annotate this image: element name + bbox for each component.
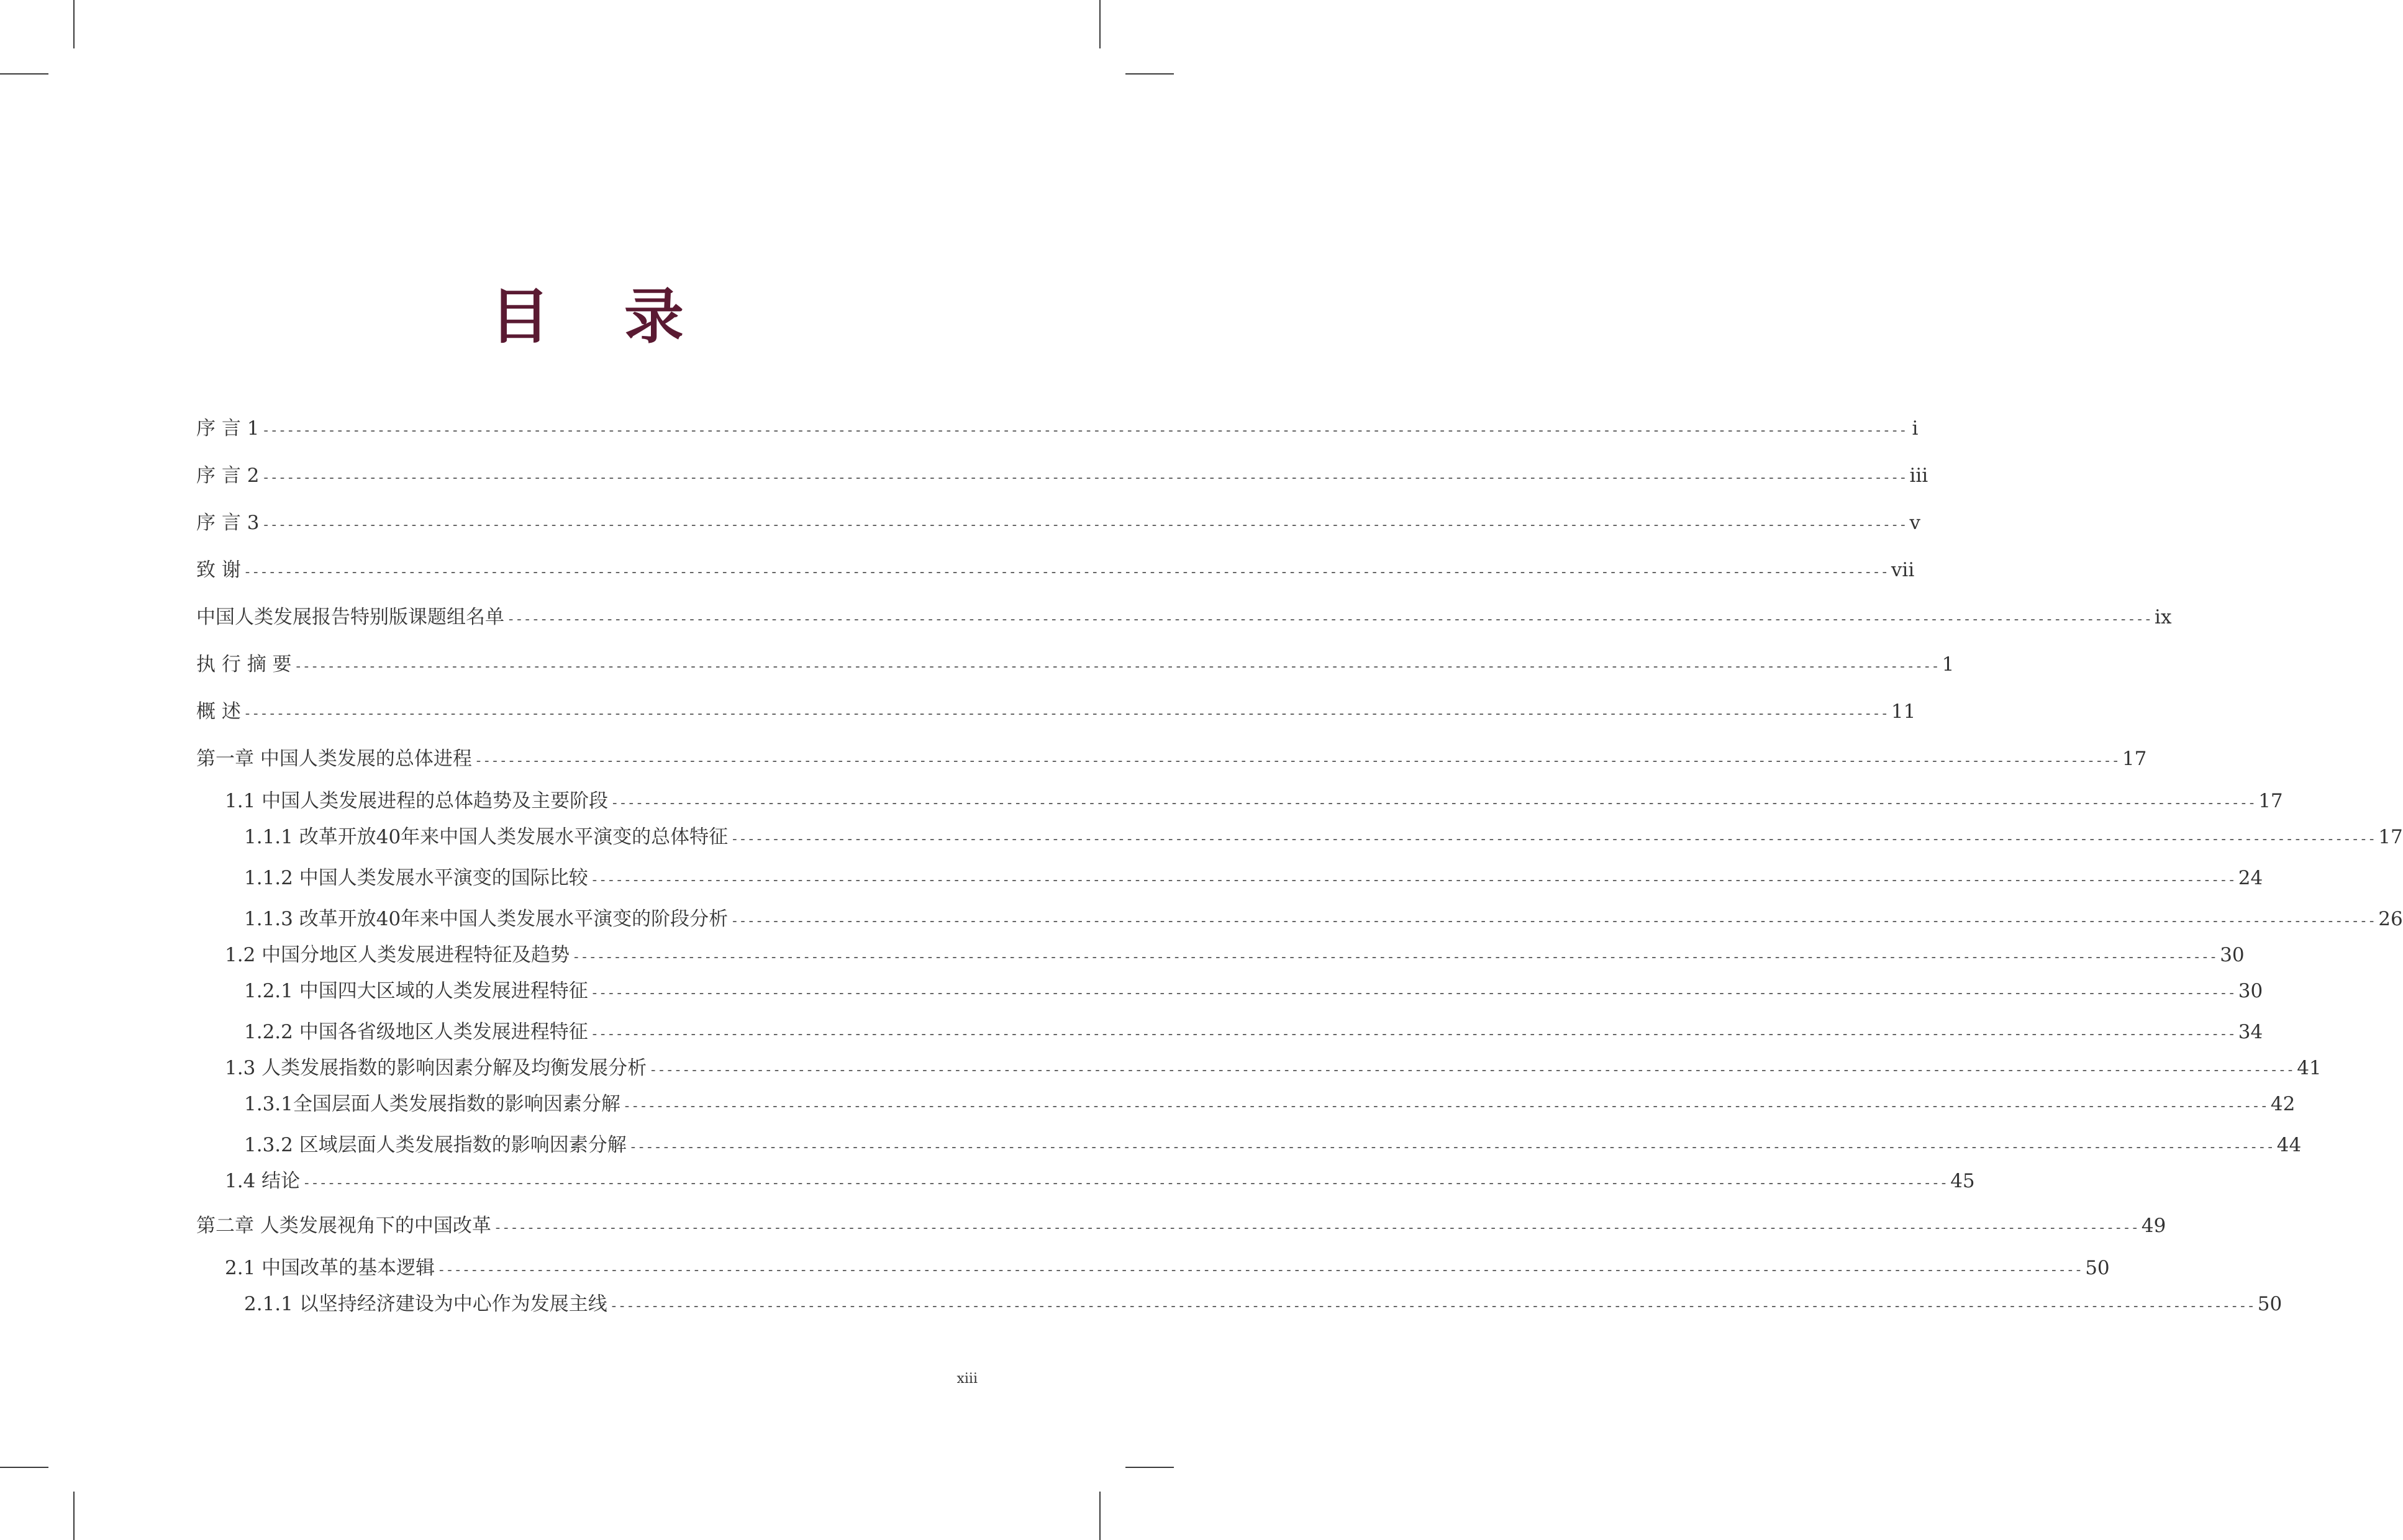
toc-dot-leader: -------------------------------------------------------------------------------------------------------------------------------------------------------------------------------------------------------- (261, 423, 1907, 438)
toc-entry-page: vii (1891, 559, 1915, 581)
toc-entry[interactable] (244, 1292, 2283, 1319)
toc-entry[interactable] (196, 463, 1928, 491)
toc-entry[interactable] (196, 652, 1955, 679)
toc-entry-page: 50 (2085, 1257, 2110, 1279)
toc-entry-page: 42 (2270, 1093, 2296, 1115)
toc-entry[interactable] (244, 1092, 2296, 1119)
toc-entry-title: 序 言 2 (196, 464, 260, 487)
toc-entry-page: 50 (2257, 1293, 2283, 1315)
toc-dot-leader: -------------------------------------------------------------------------------------------------------------------------------------------------------------------------------------------------------- (493, 1220, 2139, 1236)
toc-entry-title: 中国人类发展报告特别版课题组名单 (196, 606, 504, 628)
toc-entry[interactable] (225, 789, 2283, 816)
toc-entry[interactable] (244, 1020, 2263, 1047)
toc-dot-leader: -------------------------------------------------------------------------------------------------------------------------------------------------------------------------------------------------------- (294, 659, 1940, 674)
toc-dot-leader: -------------------------------------------------------------------------------------------------------------------------------------------------------------------------------------------------------- (302, 1175, 1948, 1191)
toc-entry-page: v (1909, 512, 1920, 534)
toc-entry-title: 1.2.2 中国各省级地区人类发展进程特征 (244, 1021, 588, 1043)
toc-entry[interactable] (196, 605, 2172, 632)
toc-entry-title: 1.1.3 改革开放40年来中国人类发展水平演变的阶段分析 (244, 908, 729, 930)
toc-entry-title: 2.1.1 以坚持经济建设为中心作为发展主线 (244, 1293, 607, 1315)
toc-entry-title: 1.3 人类发展指数的影响因素分解及均衡发展分析 (225, 1057, 647, 1079)
toc-entry-page: 24 (2238, 867, 2263, 889)
toc-entry-title: 1.4 结论 (225, 1170, 301, 1192)
toc-entry-page: 1 (1942, 653, 1955, 676)
toc-entry[interactable] (225, 1169, 1975, 1196)
toc-entry[interactable] (196, 699, 1916, 727)
toc-dot-leader: -------------------------------------------------------------------------------------------------------------------------------------------------------------------------------------------------------- (649, 1062, 2295, 1078)
toc-entry-page: 17 (2122, 748, 2147, 770)
toc-entry[interactable] (225, 1056, 2322, 1083)
toc-dot-leader: -------------------------------------------------------------------------------------------------------------------------------------------------------------------------------------------------------- (611, 795, 2256, 811)
toc-dot-leader: -------------------------------------------------------------------------------------------------------------------------------------------------------------------------------------------------------- (730, 913, 2376, 929)
toc-dot-leader: -------------------------------------------------------------------------------------------------------------------------------------------------------------------------------------------------------- (243, 706, 1889, 722)
toc-entry[interactable] (196, 558, 1915, 585)
toc-entry-title: 1.1.1 改革开放40年来中国人类发展水平演变的总体特征 (244, 826, 729, 848)
toc-dot-leader: -------------------------------------------------------------------------------------------------------------------------------------------------------------------------------------------------------- (572, 949, 2218, 965)
toc-dot-leader: -------------------------------------------------------------------------------------------------------------------------------------------------------------------------------------------------------- (590, 1026, 2236, 1042)
toc-entry-page: 41 (2297, 1057, 2322, 1079)
toc-entry[interactable] (225, 1256, 2110, 1283)
toc-entry-page: 34 (2238, 1021, 2263, 1043)
toc-entry-title: 序 言 3 (196, 512, 260, 534)
toc-entry-title: 1.2 中国分地区人类发展进程特征及趋势 (225, 944, 570, 966)
toc-dot-leader: -------------------------------------------------------------------------------------------------------------------------------------------------------------------------------------------------------- (609, 1298, 2255, 1314)
toc-entry[interactable] (196, 510, 1920, 538)
toc-entry-page: 11 (1891, 700, 1916, 723)
toc-entry-page: 26 (2378, 908, 2403, 930)
toc-entry-title: 1.3.2 区域层面人类发展指数的影响因素分解 (244, 1134, 627, 1156)
toc-entry-title: 执 行 摘 要 (196, 653, 292, 676)
toc-entry-title: 1.2.1 中国四大区域的人类发展进程特征 (244, 980, 588, 1002)
toc-entry[interactable] (196, 1213, 2166, 1241)
toc-entry[interactable] (244, 825, 2403, 852)
toc-dot-leader: -------------------------------------------------------------------------------------------------------------------------------------------------------------------------------------------------------- (622, 1098, 2268, 1114)
toc-entry-title: 1.3.1全国层面人类发展指数的影响因素分解 (244, 1093, 620, 1115)
toc-entry-title: 1.1 中国人类发展进程的总体趋势及主要阶段 (225, 790, 609, 812)
toc-entry[interactable] (244, 979, 2263, 1006)
toc-dot-leader: -------------------------------------------------------------------------------------------------------------------------------------------------------------------------------------------------------- (261, 517, 1907, 533)
toc-entry[interactable] (244, 907, 2403, 934)
toc-entry-title: 概 述 (196, 700, 241, 723)
toc-entry-page: 17 (2258, 790, 2283, 812)
toc-entry-page: 30 (2238, 980, 2263, 1002)
page-number: xiii (956, 1371, 978, 1387)
toc-dot-leader: -------------------------------------------------------------------------------------------------------------------------------------------------------------------------------------------------------- (261, 470, 1907, 486)
toc-dot-leader: -------------------------------------------------------------------------------------------------------------------------------------------------------------------------------------------------------- (507, 612, 2153, 627)
toc-entry[interactable] (244, 1133, 2302, 1160)
toc-entry-page: 17 (2378, 826, 2403, 848)
toc-entry[interactable] (244, 866, 2263, 893)
toc-entry-page: i (1912, 417, 1919, 440)
toc-entry-title: 1.1.2 中国人类发展水平演变的国际比较 (244, 867, 588, 889)
toc-entry-title: 2.1 中国改革的基本逻辑 (225, 1257, 435, 1279)
toc-dot-leader: -------------------------------------------------------------------------------------------------------------------------------------------------------------------------------------------------------- (590, 872, 2236, 888)
toc-entry-page: ix (2155, 606, 2172, 628)
toc-entry-title: 致 谢 (196, 559, 241, 581)
toc-dot-leader: -------------------------------------------------------------------------------------------------------------------------------------------------------------------------------------------------------- (243, 564, 1889, 580)
toc-entry-title: 序 言 1 (196, 417, 260, 440)
toc-dot-leader: -------------------------------------------------------------------------------------------------------------------------------------------------------------------------------------------------------- (437, 1262, 2083, 1278)
toc-entry-page: 44 (2276, 1134, 2302, 1156)
toc-entry-title: 第二章 人类发展视角下的中国改革 (196, 1215, 491, 1237)
toc-entry-page: 30 (2220, 944, 2245, 966)
page-title: 目 录 (490, 281, 711, 351)
toc-dot-leader: -------------------------------------------------------------------------------------------------------------------------------------------------------------------------------------------------------- (629, 1139, 2274, 1155)
toc-entry-page: iii (1909, 464, 1928, 487)
toc-entry[interactable] (196, 416, 1919, 443)
toc-entry-page: 49 (2141, 1215, 2166, 1237)
toc-dot-leader: -------------------------------------------------------------------------------------------------------------------------------------------------------------------------------------------------------- (730, 831, 2376, 847)
toc-entry-page: 45 (1950, 1170, 1975, 1192)
toc-entry-title: 第一章 中国人类发展的总体进程 (196, 748, 472, 770)
toc-entry[interactable] (196, 746, 2147, 774)
toc-dot-leader: -------------------------------------------------------------------------------------------------------------------------------------------------------------------------------------------------------- (590, 985, 2236, 1001)
toc-dot-leader: -------------------------------------------------------------------------------------------------------------------------------------------------------------------------------------------------------- (474, 753, 2120, 769)
toc-entry[interactable] (225, 943, 2245, 970)
